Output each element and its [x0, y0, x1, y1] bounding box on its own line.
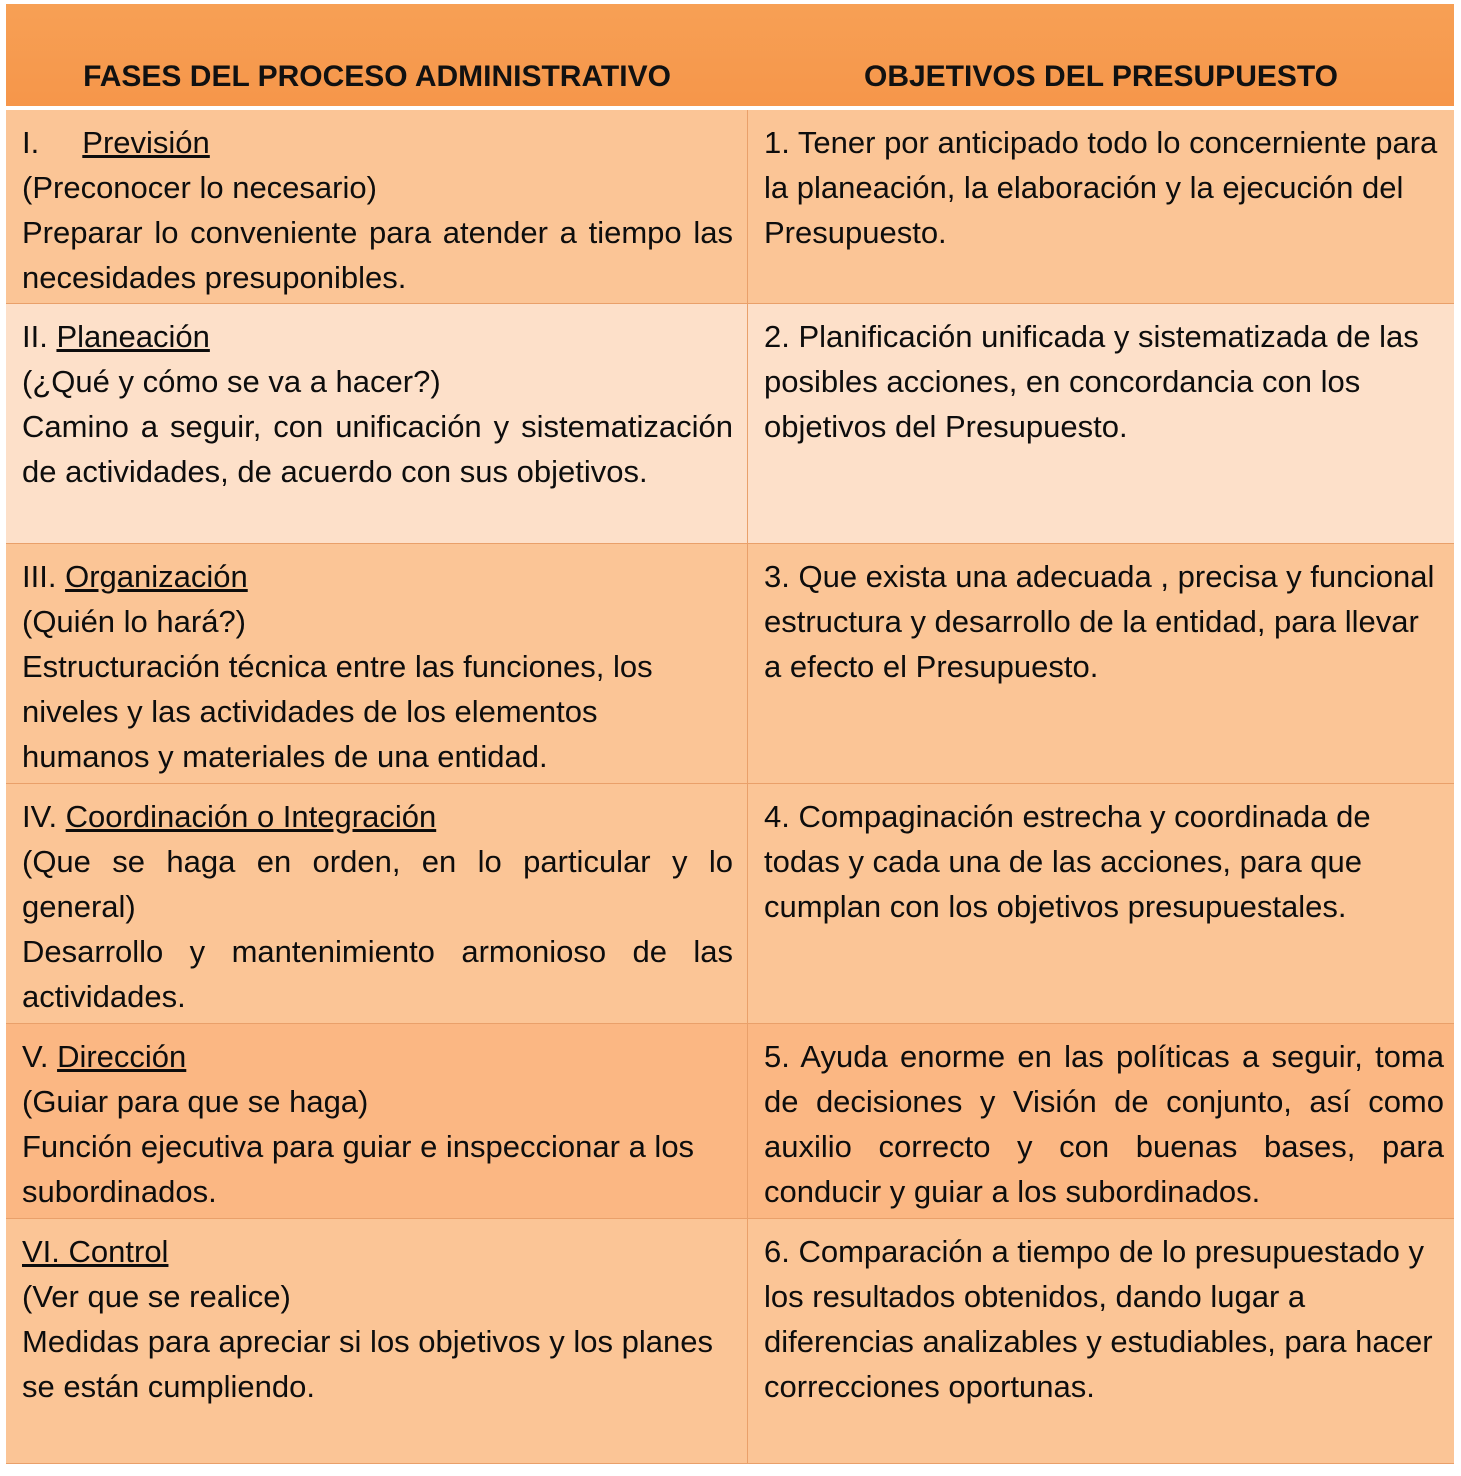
- objective-text: 3. Que exista una adecuada , precisa y funcional estructura y desarrollo de la entidad, para llevar a efecto el Presupuesto.: [764, 559, 1435, 684]
- phase-question: (Preconocer lo necesario): [22, 170, 377, 205]
- phase-numeral: IV.: [22, 799, 66, 834]
- objective-cell-1: [748, 110, 1454, 304]
- phase-title: Coordinación o Integración: [65, 799, 437, 834]
- phase-numeral: V.: [22, 1039, 58, 1074]
- phase-cell-6: [6, 1219, 748, 1464]
- phase-description: Medidas para apreciar si los objetivos y los planes se están cumpliendo.: [22, 1324, 713, 1404]
- phase-title: VI. Control: [22, 1234, 169, 1269]
- phase-question: (Quién lo hará?): [22, 604, 247, 639]
- phases-objectives-table: [6, 4, 1454, 1464]
- phase-numeral: III.: [22, 559, 66, 594]
- objective-cell-3: [748, 544, 1454, 784]
- objective-text: 6. Comparación a tiempo de lo presupuestado y los resultados obtenidos, dando lugar a diferencias analizables y estudiables, para hacer correcciones oportunas.: [764, 1234, 1433, 1404]
- phase-title: Previsión: [82, 125, 210, 160]
- phase-question: (¿Qué y cómo se va a hacer?): [22, 364, 441, 399]
- objective-cell-6: [748, 1219, 1454, 1464]
- phase-cell-2: [6, 304, 748, 544]
- objective-text: 4. Compaginación estrecha y coordinada de todas y cada una de las acciones, para que cumplan con los objetivos presupuestales.: [764, 799, 1371, 924]
- phase-question: (Ver que se realice): [22, 1279, 291, 1314]
- phase-numeral: II.: [22, 319, 57, 354]
- phase-title: Organización: [65, 559, 248, 594]
- phase-title: Dirección: [57, 1039, 187, 1074]
- objective-text: 2. Planificación unificada y sistematizada de las posibles acciones, en concordancia con los objetivos del Presupuesto.: [764, 319, 1419, 444]
- phase-cell-5: [6, 1024, 748, 1219]
- phase-description: Función ejecutiva para guiar e inspeccionar a los subordinados.: [22, 1129, 695, 1209]
- objective-cell-4: [748, 784, 1454, 1024]
- objective-text: 1. Tener por anticipado todo lo concerniente para la planeación, la elaboración y la ejecución del Presupuesto.: [764, 125, 1438, 250]
- phase-cell-3: [6, 544, 748, 784]
- header-phases: FASES DEL PROCESO ADMINISTRATIVO: [6, 4, 748, 110]
- phase-cell-1: [6, 110, 748, 304]
- objective-cell-5: [748, 1024, 1454, 1219]
- phase-cell-4: [6, 784, 748, 1024]
- phase-description: Desarrollo y mantenimiento armonioso de las actividades.: [22, 934, 733, 1014]
- header-objectives: OBJETIVOS DEL PRESUPUESTO: [748, 4, 1454, 110]
- phase-title: Planeación: [56, 319, 210, 354]
- phase-description: Estructuración técnica entre las funciones, los niveles y las actividades de los elementos humanos y materiales de una entidad.: [22, 649, 653, 774]
- phase-question: (Guiar para que se haga): [22, 1084, 369, 1119]
- objective-text: 5. Ayuda enorme en las políticas a seguir, toma de decisiones y Visión de conjunto, así como auxilio correcto y con buenas bases, para conducir y guiar a los subordinados.: [764, 1039, 1444, 1209]
- phase-description: Camino a seguir, con unificación y sistematización de actividades, de acuerdo con sus objetivos.: [22, 409, 733, 489]
- phase-description: Preparar lo conveniente para atender a tiempo las necesidades presuponibles.: [22, 215, 733, 295]
- objective-cell-2: [748, 304, 1454, 544]
- phase-numeral: I.: [22, 125, 83, 160]
- phase-question: (Que se haga en orden, en lo particular y lo general): [22, 844, 733, 924]
